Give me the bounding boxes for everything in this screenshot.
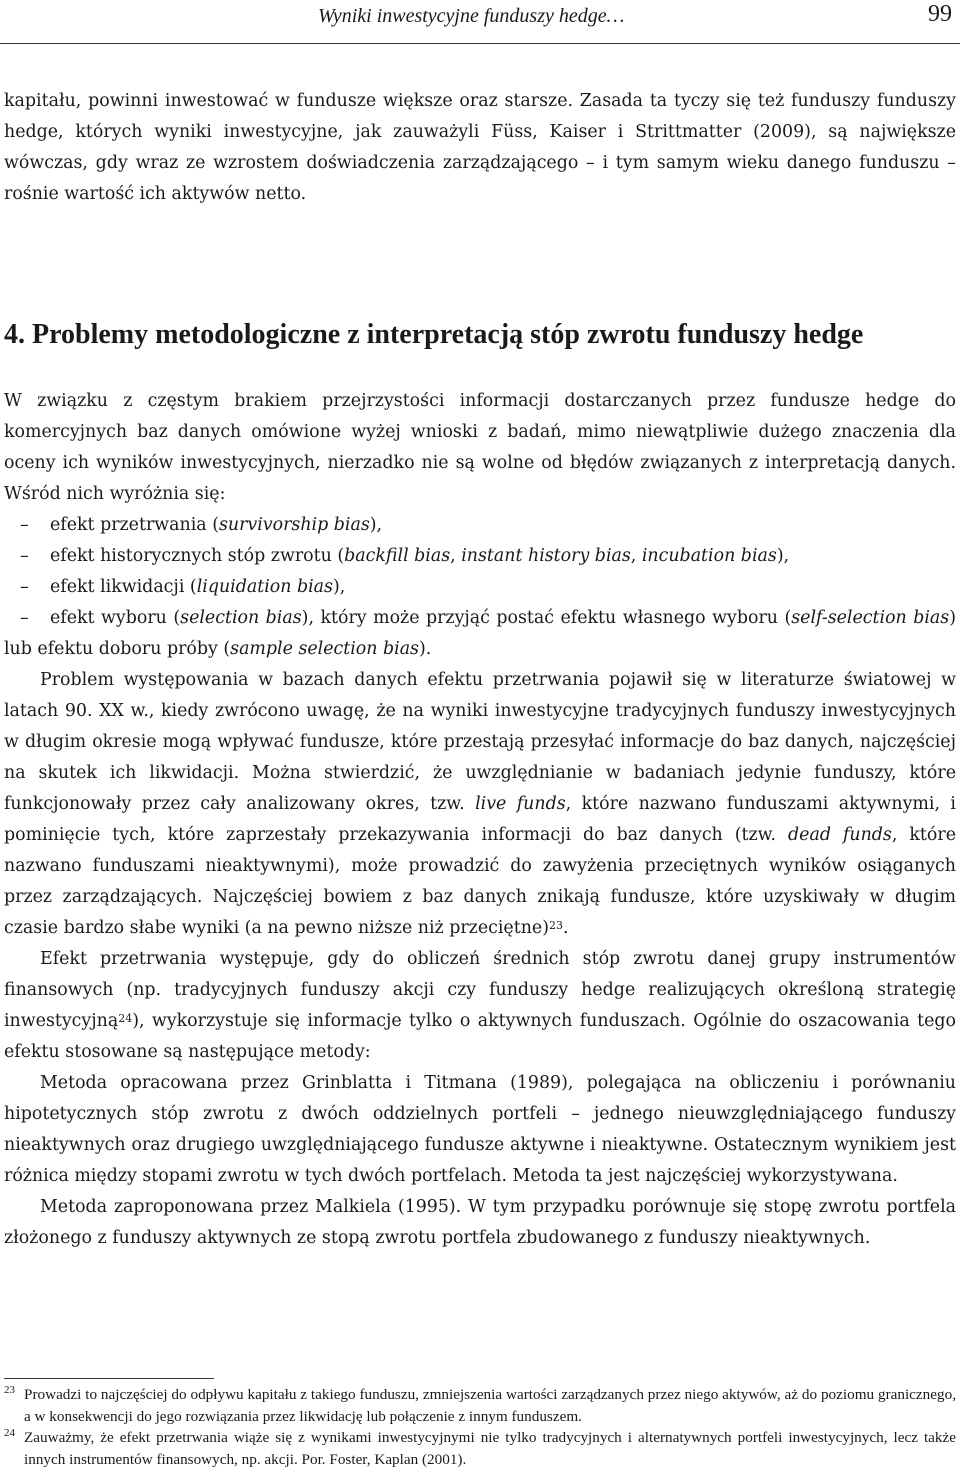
paragraph-text: Problem występowania w bazach danych efektu przetrwania pojawił się w literaturze światowej w latach 90. XX w., kiedy zwrócono uwagę, że na wyniki inwestycyjne tradycyjnych funduszy inwestycyjnych w długim okresie mogą wpływać fundusze, które przestają przesyłać informacje do baz danych, najczęściej na skutek ich likwidacji. Można stwierdzić, że uwzględnianie w badaniach jedynie funduszy, które funkcjonowały przez cały analizowany okres, tzw. [4, 670, 956, 814]
list-term: incubation bias [641, 546, 777, 566]
header-rule [0, 43, 960, 44]
list-term: backfill bias [344, 546, 451, 566]
list-term: survivorship bias [218, 515, 370, 535]
list-text: , [450, 546, 462, 566]
paragraph-3 [4, 944, 956, 1068]
footnote [4, 1427, 956, 1470]
list-term: self-selection bias [791, 608, 950, 628]
running-title: Wyniki inwestycyjne funduszy hedge… [318, 5, 625, 27]
footnote-ref-24[interactable]: 24 [118, 1012, 133, 1025]
footnote-number: 24 [4, 1427, 15, 1440]
term-live-funds: live funds [475, 794, 566, 814]
page-header [0, 0, 960, 40]
dash-marker: – [20, 546, 29, 566]
footnote-number: 23 [4, 1384, 15, 1396]
list-text: , [630, 546, 642, 566]
paragraph-5: Metoda zaproponowana przez Malkiela (1995). W tym przypadku porównuje się stopę zwrotu portfela złożonego z funduszy aktywnych ze stopą zwrotu portfela zbudowanego z funduszy nieaktywnych. [4, 1197, 956, 1248]
section-body [4, 386, 956, 1254]
list-term: sample selection bias [230, 639, 419, 659]
footnote-text: Zauważmy, że efekt przetrwania wiąże się z wynikami inwestycyjnymi nie tylko tradycyjnych i alternatywnych portfeli inwestycyjnych, lecz także innych instrumentów finansowych, np. akcji. Por. Foster, Kaplan (2001). [24, 1429, 956, 1468]
footnote-ref-23[interactable]: 23 [549, 919, 563, 932]
intro-block [4, 86, 956, 210]
footnote-rule [4, 1378, 214, 1379]
list-text: efekt historycznych stóp zwrotu ( [50, 546, 345, 566]
list-term: instant history bias [461, 546, 631, 566]
footnotes [4, 1384, 956, 1470]
paragraph-4: Metoda opracowana przez Grinblatta i Titmana (1989), polegająca na obliczeniu i porównaniu hipotetycznych stóp zwrotu z dwóch oddzielnych portfeli – jednego nieuwzględniającego funduszy nieaktywnych oraz drugiego uwzględniającego fundusze aktywne i nieaktywne. Ostatecznym wynikiem jest różnica między stopami zwrotu w tych dwóch portfelach. Metoda ta jest najczęściej wykorzystywana. [4, 1073, 956, 1186]
term-dead-funds: dead funds [788, 825, 892, 845]
footnote [4, 1384, 956, 1427]
list-text: ), [369, 515, 383, 535]
list-text: ), który może przyjąć postać efektu własnego wyboru ( [301, 608, 792, 628]
list-text: efekt przetrwania ( [50, 515, 219, 535]
paragraph-text: . [563, 918, 569, 938]
list-item [4, 541, 956, 572]
list-term: liquidation bias [196, 577, 333, 597]
footnote-text: Prowadzi to najczęściej do odpływu kapitału z takiego funduszu, zmniejszenia wartości zarządzanych przez niego aktywów, aż do poziomu granicznego, a w konsekwencji do jego rozwiązania przez likwidację lub połączenie z innym funduszem. [24, 1386, 956, 1425]
section-heading: 4. Problemy metodologiczne z interpretacją stóp zwrotu funduszy hedge [4, 319, 864, 350]
list-item [4, 572, 956, 603]
list-text: efekt likwidacji ( [50, 577, 197, 597]
intro-paragraph: kapitału, powinni inwestować w fundusze większe oraz starsze. Zasada ta tyczy się też funduszy funduszy hedge, których wyniki inwestycyjne, jak zauważyli Füss, Kaiser i Strittmatter (2009), są największe wówczas, gdy wraz ze wzrostem doświadczenia zarządzającego – i tym samym wieku danego funduszu – rośnie wartość ich aktywów netto. [4, 91, 956, 204]
paragraph-text: , które nazwano funduszami aktywnymi, i pominięcie tych, które zaprzestały przekazywania informacji do baz danych (tzw. [4, 794, 956, 845]
list-item [4, 603, 956, 665]
paragraph-1: W związku z częstym brakiem przejrzystości informacji dostarczanych przez fundusze hedge do komercyjnych baz danych omówione wyżej wnioski z badań, mimo niewątpliwie dużego znaczenia dla oceny ich wyników inwestycyjnych, nierzadko nie są wolne od błędów związanych z interpretacją danych. Wśród nich wyróżnia się: [4, 391, 956, 504]
dash-marker: – [20, 515, 29, 535]
dash-marker: – [20, 608, 29, 628]
list-text: ), [776, 546, 790, 566]
paragraph-text: Efekt przetrwania występuje, gdy do obliczeń średnich stóp zwrotu danej grupy instrumentów finansowych (np. tradycyjnych funduszy akcji czy funduszy hedge realizujących określoną strategię inwestycyjną [4, 949, 956, 1031]
page-number: 99 [928, 1, 952, 27]
list-text: ). [418, 639, 432, 659]
list-item [4, 510, 956, 541]
list-text: ) lub efektu doboru próby ( [4, 608, 957, 659]
list-text: efekt wyboru ( [50, 608, 181, 628]
dash-marker: – [20, 577, 29, 597]
list-term: selection bias [180, 608, 302, 628]
list-text: ), [332, 577, 346, 597]
paragraph-text: ), wykorzystuje się informacje tylko o aktywnych funduszach. Ogólnie do oszacowania tego efektu stosowane są następujące metody: [4, 1011, 956, 1062]
paragraph-text: , które nazwano funduszami nieaktywnymi), może prowadzić do zawyżenia przeciętnych wyników osiąganych przez zarządzających. Najczęściej bowiem z baz danych znikają fundusze, które uzyskiwały w długim czasie bardzo słabe wyniki (a na pewno niższe niż przeciętne) [4, 825, 956, 938]
paragraph-2 [4, 665, 956, 944]
